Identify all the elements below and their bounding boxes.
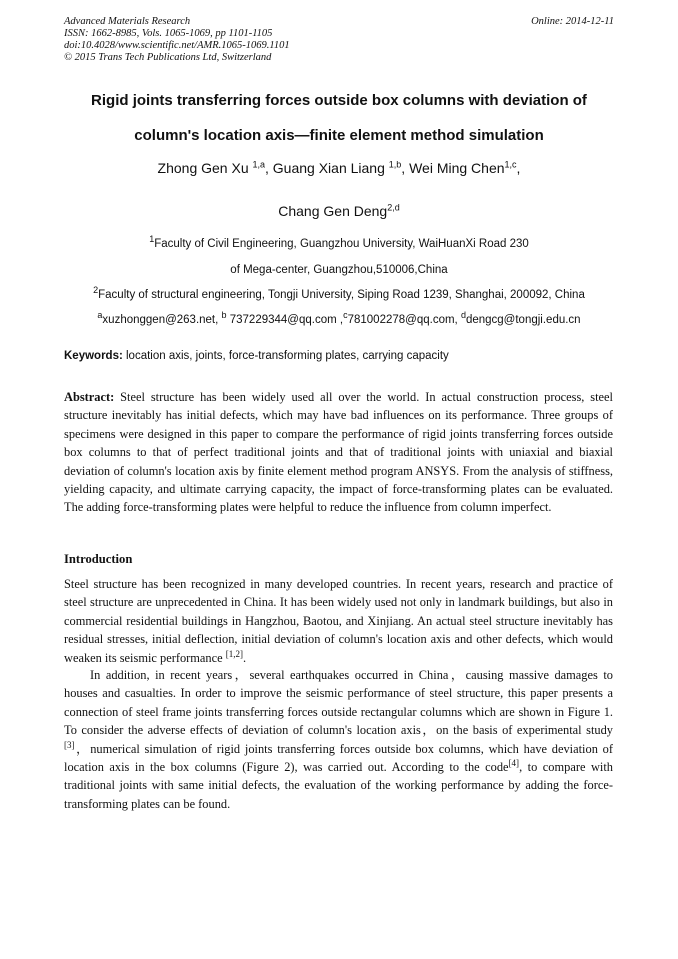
email-address: 781002278@qq.com,	[347, 314, 461, 326]
author-separator: ,	[516, 160, 521, 176]
introduction-paragraph-2	[64, 666, 613, 813]
paragraph-text: .	[242, 650, 247, 665]
abstract-label: Abstract:	[64, 390, 115, 404]
email-superscript: a	[97, 310, 103, 321]
affiliation-1	[30, 234, 648, 250]
email-list	[30, 310, 648, 326]
affiliation-text: Faculty of structural engineering, Tongji University, Siping Road 1239, Shanghai, 200092, China	[98, 289, 585, 301]
keywords-text: location axis, joints, force-transforming plates, carrying capacity	[122, 350, 449, 362]
email-address: 737229344@qq.com ,	[226, 314, 344, 326]
affiliation-1-line-2: of Mega-center, Guangzhou,510006,China	[230, 264, 448, 276]
author-superscript: 1,b	[388, 159, 402, 170]
email-address: xuzhonggen@263.net,	[102, 314, 222, 326]
author-name: , Guang Xian Liang	[265, 160, 389, 176]
paper-title-line-1: Rigid joints transferring forces outside box columns with deviation of	[91, 92, 587, 109]
author-superscript: 2,d	[387, 202, 400, 213]
abstract	[64, 388, 613, 517]
email-superscript: b	[221, 310, 227, 321]
section-heading-introduction: Introduction	[64, 552, 133, 566]
introduction-paragraph-1	[64, 575, 613, 667]
citation-ref: [3]	[64, 739, 75, 750]
author-superscript: 1,c	[504, 159, 517, 170]
author-list-line-2	[40, 203, 638, 219]
affiliation-superscript: 1	[149, 234, 155, 245]
author-name: Zhong Gen Xu	[157, 160, 253, 176]
affiliation-text: Faculty of Civil Engineering, Guangzhou University, WaiHuanXi Road 230	[154, 238, 529, 250]
email-superscript: d	[460, 310, 466, 321]
affiliation-2	[30, 285, 648, 301]
keywords-label: Keywords:	[64, 350, 123, 362]
paragraph-text: ，numerical simulation of rigid joints transferring forces outside box columns, which have deviation of location axis in the box columns (Figure 2), was carried out. According to the code	[64, 741, 613, 775]
doi-line: doi:10.4028/www.scientific.net/AMR.1065-1069.1101	[64, 40, 290, 51]
paragraph-text: , to compare with traditional joints with same initial defects, the evaluation of the working performance by adding the force-transforming plates can be found.	[64, 760, 613, 811]
email-superscript: c	[343, 310, 348, 321]
paper-title-line-2: column's location axis—finite element method simulation	[134, 127, 544, 144]
citation-ref: [4]	[508, 757, 520, 768]
journal-name: Advanced Materials Research	[64, 16, 191, 27]
citation-ref: [1,2]	[225, 648, 243, 659]
email-address: dengcg@tongji.edu.cn	[465, 314, 581, 326]
journal-header	[64, 16, 290, 64]
issn-line: ISSN: 1662-8985, Vols. 1065-1069, pp 1101-1105	[64, 28, 273, 39]
author-name: Chang Gen Deng	[278, 203, 388, 219]
author-superscript: 1,a	[252, 159, 266, 170]
paragraph-text: In addition, in recent years，several earthquakes occurred in China，causing massive damages to houses and casualties. In order to improve the seismic performance of steel structure, this paper presents a connection of steel frame joints transferring forces outside rectangular columns which are shown in Figure 1. To consider the adverse effects of deviation of column's location axis，on the basis of experimental study	[64, 668, 613, 738]
abstract-text: Steel structure has been widely used all over the world. In actual construction process, steel structure inevitably has initial defects, which may have bad influences on its performance. Three groups of specimens were designed in this paper to compare the performance of rigid joints transferring forces outside box columns to that of perfect traditional joints and that of traditional joints with uniaxial and biaxial deviation of column's location axis by finite element method program ANSYS. From the analysis of stiffness, yielding capacity, and ultimate carrying capacity, the impact of force-transforming plates can be evaluated. The adding force-transforming plates were helpful to reduce the influence from column imperfect.	[64, 390, 613, 515]
copyright-line: © 2015 Trans Tech Publications Ltd, Switzerland	[64, 52, 272, 63]
author-name: , Wei Ming Chen	[401, 160, 505, 176]
author-list	[40, 160, 638, 176]
keywords	[64, 350, 449, 362]
paragraph-text: Steel structure has been recognized in many developed countries. In recent years, research and practice of steel structure are unprecedented in China. It has been widely used not only in landmark buildings, but also in commercial residential buildings in Hangzhou, Baotou, and Xinjiang. An actual steel structure inevitably has residual stresses, initial deflection, initial deviation of column's location axis and other defects, which would weaken its seismic performance	[64, 577, 613, 665]
affiliation-superscript: 2	[93, 285, 99, 296]
online-date: Online: 2014-12-11	[531, 16, 614, 27]
